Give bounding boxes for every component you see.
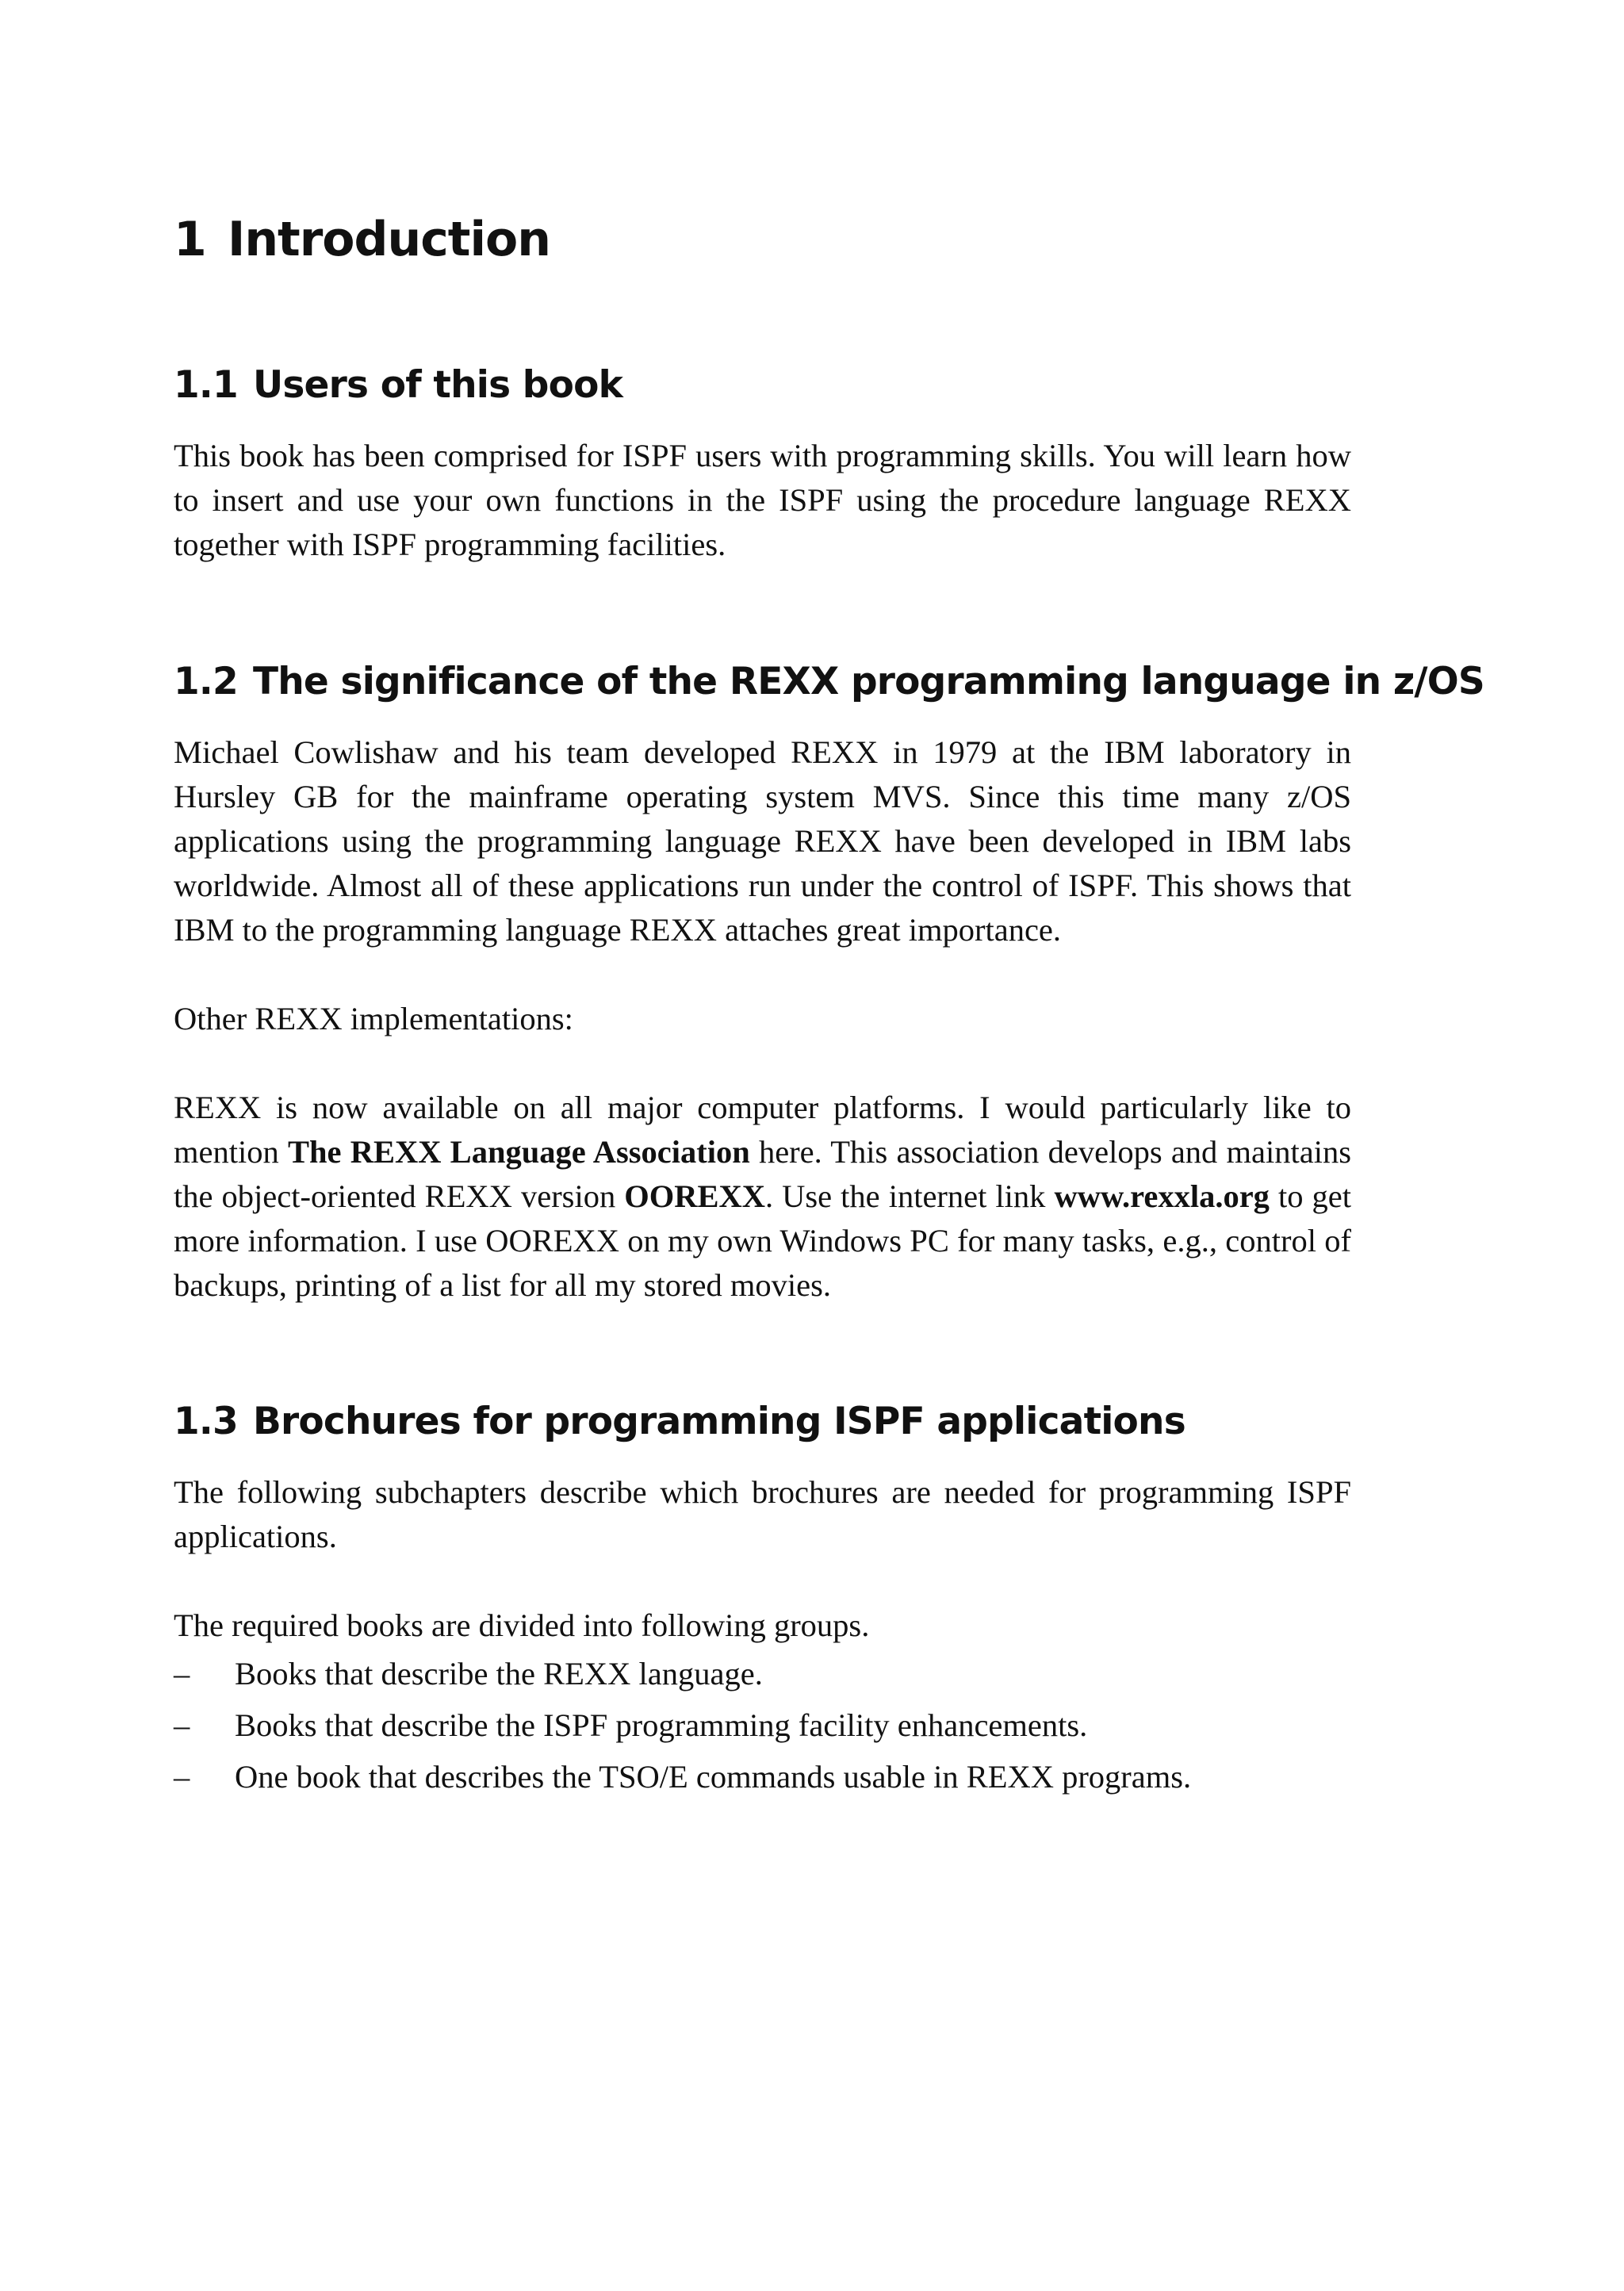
rexxla-link: www.rexxla.org [1054, 1178, 1270, 1214]
section-1-1 [174, 363, 1351, 567]
section-title: Users of this book [253, 363, 623, 407]
section-paragraph-rexxla [174, 1086, 1351, 1308]
text-run: here. This association develops and maintains the object-oriented REXX version [174, 1134, 1352, 1214]
section-paragraph: The required books are divided into following groups. [174, 1607, 870, 1643]
section-heading [174, 660, 1484, 703]
list-item [174, 1699, 1351, 1751]
list-dash: – [174, 1656, 190, 1691]
list-dash: – [174, 1707, 190, 1743]
section-number: 1.1 [174, 363, 238, 407]
section-number: 1.2 [174, 660, 238, 703]
section-paragraph: Michael Cowlishaw and his team developed REXX in 1979 at the IBM laboratory in Hursley GB for the mainframe operating system MVS. Since this time many z/OS applications using the programming language REXX have been developed in IBM labs worldwide. Almost all of these applications run under the control of ISPF. This shows that IBM to the programming language REXX attaches great importance. [174, 734, 1351, 948]
section-number: 1.3 [174, 1400, 238, 1443]
section-paragraph: Other REXX implementations: [174, 1001, 573, 1036]
list-item-text: Books that describe the ISPF programming facility enhancements. [235, 1707, 1088, 1743]
list-item [174, 1648, 1351, 1699]
section-heading [174, 1400, 1351, 1443]
list-item-text: One book that describes the TSO/E commands usable in REXX programs. [235, 1759, 1192, 1795]
oorexx-name: OOREXX [624, 1178, 765, 1214]
chapter-number: 1 [174, 212, 206, 267]
list-dash: – [174, 1759, 190, 1795]
chapter-heading [174, 212, 550, 267]
book-group-list [174, 1648, 1351, 1803]
text-run: to get more information. I use OOREXX on my own Windows PC for many tasks, e.g., control of backups, printing of a list for all my stored movies. [174, 1178, 1351, 1303]
section-heading [174, 363, 1351, 407]
list-item [174, 1751, 1351, 1803]
association-name: The REXX Language Association [287, 1134, 750, 1170]
chapter-title: Introduction [228, 212, 550, 267]
section-title: Brochures for programming ISPF applications [253, 1400, 1185, 1443]
section-paragraph: The following subchapters describe which brochures are needed for programming ISPF applications. [174, 1474, 1351, 1554]
section-paragraph: This book has been comprised for ISPF users with programming skills. You will learn how to insert and use your own functions in the ISPF using the procedure language REXX together with ISPF programming facilities. [174, 438, 1351, 562]
section-1-2 [174, 660, 1484, 1308]
text-run: REXX is now available on all major computer platforms. I would particularly like to mention [174, 1090, 1351, 1170]
text-run: . Use the internet link [765, 1178, 1055, 1214]
list-item-text: Books that describe the REXX language. [235, 1656, 763, 1691]
section-1-3 [174, 1400, 1351, 1803]
section-title: The significance of the REXX programming language in z/OS [253, 660, 1484, 703]
